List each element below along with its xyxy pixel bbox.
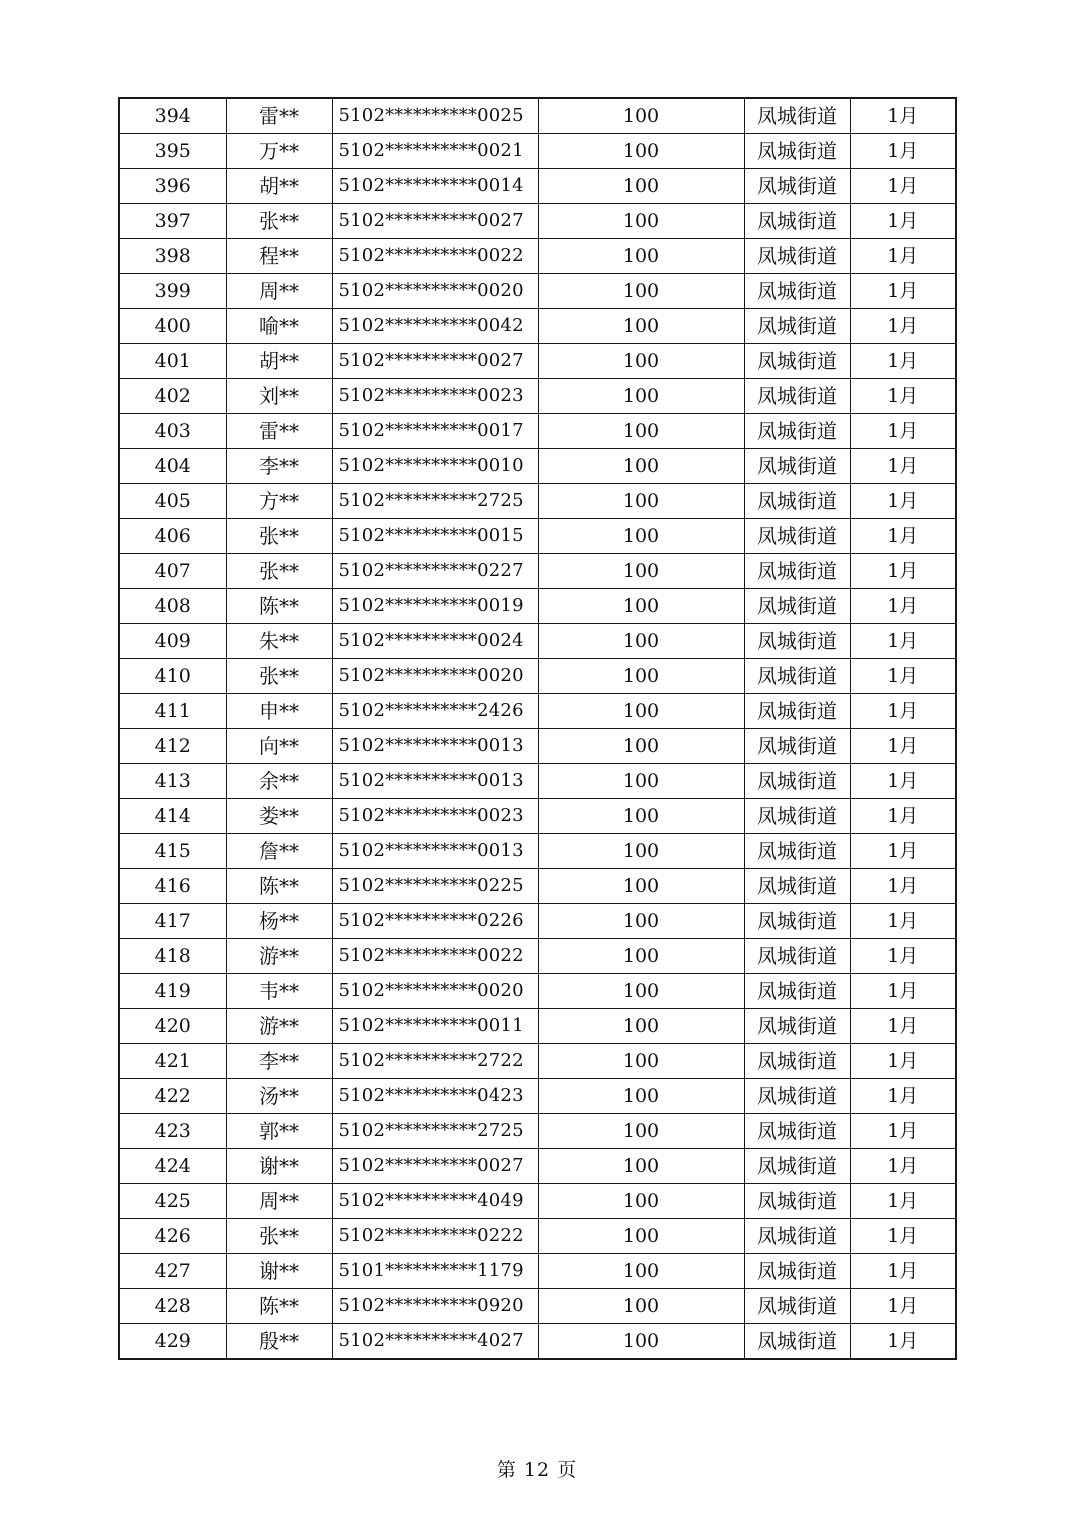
month-cell: 1月 (850, 1079, 956, 1114)
amount-cell: 100 (538, 1149, 744, 1184)
row-number-cell: 418 (119, 939, 226, 974)
street-cell: 凤城街道 (744, 204, 850, 239)
table-row (119, 1149, 956, 1184)
amount-cell: 100 (538, 519, 744, 554)
month-cell: 1月 (850, 98, 956, 134)
id-number-cell: 5102**********2722 (332, 1044, 538, 1079)
table-row (119, 694, 956, 729)
street-cell: 凤城街道 (744, 519, 850, 554)
id-number-cell: 5102**********4027 (332, 1324, 538, 1360)
street-cell: 凤城街道 (744, 799, 850, 834)
roster-table-body (119, 98, 956, 1359)
name-cell: 张** (226, 1219, 332, 1254)
month-cell: 1月 (850, 519, 956, 554)
amount-cell: 100 (538, 309, 744, 344)
name-cell: 张** (226, 554, 332, 589)
table-row (119, 904, 956, 939)
street-cell: 凤城街道 (744, 694, 850, 729)
street-cell: 凤城街道 (744, 344, 850, 379)
amount-cell: 100 (538, 274, 744, 309)
table-row (119, 344, 956, 379)
month-cell: 1月 (850, 729, 956, 764)
amount-cell: 100 (538, 869, 744, 904)
month-cell: 1月 (850, 799, 956, 834)
street-cell: 凤城街道 (744, 764, 850, 799)
amount-cell: 100 (538, 379, 744, 414)
table-row (119, 659, 956, 694)
table-row (119, 204, 956, 239)
street-cell: 凤城街道 (744, 379, 850, 414)
id-number-cell: 5102**********0020 (332, 274, 538, 309)
table-row (119, 1254, 956, 1289)
amount-cell: 100 (538, 1324, 744, 1360)
name-cell: 陈** (226, 589, 332, 624)
month-cell: 1月 (850, 939, 956, 974)
row-number-cell: 423 (119, 1114, 226, 1149)
amount-cell: 100 (538, 1219, 744, 1254)
table-row (119, 134, 956, 169)
id-number-cell: 5102**********0013 (332, 764, 538, 799)
id-number-cell: 5102**********0021 (332, 134, 538, 169)
table-row (119, 764, 956, 799)
row-number-cell: 420 (119, 1009, 226, 1044)
month-cell: 1月 (850, 834, 956, 869)
id-number-cell: 5102**********0013 (332, 834, 538, 869)
row-number-cell: 407 (119, 554, 226, 589)
name-cell: 胡** (226, 169, 332, 204)
amount-cell: 100 (538, 344, 744, 379)
row-number-cell: 404 (119, 449, 226, 484)
amount-cell: 100 (538, 1079, 744, 1114)
street-cell: 凤城街道 (744, 1289, 850, 1324)
month-cell: 1月 (850, 869, 956, 904)
id-number-cell: 5102**********2725 (332, 1114, 538, 1149)
month-cell: 1月 (850, 904, 956, 939)
id-number-cell: 5102**********0423 (332, 1079, 538, 1114)
name-cell: 陈** (226, 869, 332, 904)
name-cell: 周** (226, 274, 332, 309)
name-cell: 胡** (226, 344, 332, 379)
row-number-cell: 421 (119, 1044, 226, 1079)
name-cell: 李** (226, 449, 332, 484)
table-row (119, 1114, 956, 1149)
row-number-cell: 427 (119, 1254, 226, 1289)
name-cell: 向** (226, 729, 332, 764)
row-number-cell: 406 (119, 519, 226, 554)
month-cell: 1月 (850, 1289, 956, 1324)
name-cell: 韦** (226, 974, 332, 1009)
street-cell: 凤城街道 (744, 554, 850, 589)
amount-cell: 100 (538, 764, 744, 799)
row-number-cell: 429 (119, 1324, 226, 1360)
street-cell: 凤城街道 (744, 659, 850, 694)
month-cell: 1月 (850, 134, 956, 169)
table-row (119, 98, 956, 134)
amount-cell: 100 (538, 1114, 744, 1149)
table-row (119, 169, 956, 204)
month-cell: 1月 (850, 484, 956, 519)
table-row (119, 834, 956, 869)
table-row (119, 554, 956, 589)
table-row (119, 624, 956, 659)
street-cell: 凤城街道 (744, 309, 850, 344)
amount-cell: 100 (538, 134, 744, 169)
amount-cell: 100 (538, 729, 744, 764)
amount-cell: 100 (538, 659, 744, 694)
id-number-cell: 5102**********0022 (332, 239, 538, 274)
table-row (119, 1044, 956, 1079)
street-cell: 凤城街道 (744, 274, 850, 309)
month-cell: 1月 (850, 1114, 956, 1149)
id-number-cell: 5102**********0023 (332, 379, 538, 414)
month-cell: 1月 (850, 414, 956, 449)
name-cell: 郭** (226, 1114, 332, 1149)
name-cell: 娄** (226, 799, 332, 834)
street-cell: 凤城街道 (744, 239, 850, 274)
table-row (119, 1289, 956, 1324)
id-number-cell: 5102**********0020 (332, 659, 538, 694)
row-number-cell: 415 (119, 834, 226, 869)
street-cell: 凤城街道 (744, 484, 850, 519)
row-number-cell: 396 (119, 169, 226, 204)
amount-cell: 100 (538, 589, 744, 624)
month-cell: 1月 (850, 379, 956, 414)
id-number-cell: 5102**********0013 (332, 729, 538, 764)
name-cell: 谢** (226, 1149, 332, 1184)
id-number-cell: 5102**********0227 (332, 554, 538, 589)
street-cell: 凤城街道 (744, 449, 850, 484)
table-row (119, 239, 956, 274)
row-number-cell: 422 (119, 1079, 226, 1114)
month-cell: 1月 (850, 169, 956, 204)
id-number-cell: 5102**********0015 (332, 519, 538, 554)
amount-cell: 100 (538, 834, 744, 869)
table-row (119, 799, 956, 834)
month-cell: 1月 (850, 274, 956, 309)
street-cell: 凤城街道 (744, 834, 850, 869)
id-number-cell: 5102**********0019 (332, 589, 538, 624)
month-cell: 1月 (850, 974, 956, 1009)
street-cell: 凤城街道 (744, 939, 850, 974)
table-row (119, 274, 956, 309)
name-cell: 詹** (226, 834, 332, 869)
month-cell: 1月 (850, 204, 956, 239)
street-cell: 凤城街道 (744, 1114, 850, 1149)
street-cell: 凤城街道 (744, 1044, 850, 1079)
amount-cell: 100 (538, 449, 744, 484)
month-cell: 1月 (850, 1324, 956, 1360)
page-number: 第 12 页 (496, 1459, 578, 1481)
table-row (119, 484, 956, 519)
row-number-cell: 419 (119, 974, 226, 1009)
name-cell: 喻** (226, 309, 332, 344)
name-cell: 程** (226, 239, 332, 274)
name-cell: 谢** (226, 1254, 332, 1289)
row-number-cell: 412 (119, 729, 226, 764)
table-row (119, 449, 956, 484)
id-number-cell: 5102**********0027 (332, 344, 538, 379)
table-row (119, 1219, 956, 1254)
amount-cell: 100 (538, 169, 744, 204)
month-cell: 1月 (850, 1009, 956, 1044)
table-row (119, 414, 956, 449)
name-cell: 李** (226, 1044, 332, 1079)
month-cell: 1月 (850, 449, 956, 484)
id-number-cell: 5102**********2426 (332, 694, 538, 729)
id-number-cell: 5102**********0022 (332, 939, 538, 974)
row-number-cell: 402 (119, 379, 226, 414)
table-row (119, 869, 956, 904)
row-number-cell: 413 (119, 764, 226, 799)
street-cell: 凤城街道 (744, 974, 850, 1009)
row-number-cell: 411 (119, 694, 226, 729)
amount-cell: 100 (538, 414, 744, 449)
month-cell: 1月 (850, 624, 956, 659)
street-cell: 凤城街道 (744, 589, 850, 624)
row-number-cell: 394 (119, 98, 226, 134)
row-number-cell: 408 (119, 589, 226, 624)
table-row (119, 1184, 956, 1219)
month-cell: 1月 (850, 309, 956, 344)
row-number-cell: 395 (119, 134, 226, 169)
name-cell: 陈** (226, 1289, 332, 1324)
row-number-cell: 399 (119, 274, 226, 309)
row-number-cell: 400 (119, 309, 226, 344)
table-row (119, 589, 956, 624)
amount-cell: 100 (538, 204, 744, 239)
month-cell: 1月 (850, 1149, 956, 1184)
row-number-cell: 424 (119, 1149, 226, 1184)
id-number-cell: 5102**********4049 (332, 1184, 538, 1219)
amount-cell: 100 (538, 1184, 744, 1219)
name-cell: 张** (226, 659, 332, 694)
id-number-cell: 5102**********0027 (332, 1149, 538, 1184)
id-number-cell: 5102**********0025 (332, 98, 538, 134)
table-row (119, 309, 956, 344)
street-cell: 凤城街道 (744, 1254, 850, 1289)
street-cell: 凤城街道 (744, 729, 850, 764)
amount-cell: 100 (538, 554, 744, 589)
row-number-cell: 405 (119, 484, 226, 519)
month-cell: 1月 (850, 1044, 956, 1079)
name-cell: 方** (226, 484, 332, 519)
amount-cell: 100 (538, 1254, 744, 1289)
id-number-cell: 5102**********0011 (332, 1009, 538, 1044)
month-cell: 1月 (850, 764, 956, 799)
id-number-cell: 5101**********1179 (332, 1254, 538, 1289)
month-cell: 1月 (850, 554, 956, 589)
street-cell: 凤城街道 (744, 98, 850, 134)
id-number-cell: 5102**********0024 (332, 624, 538, 659)
month-cell: 1月 (850, 659, 956, 694)
table-row (119, 729, 956, 764)
name-cell: 张** (226, 204, 332, 239)
month-cell: 1月 (850, 239, 956, 274)
id-number-cell: 5102**********0017 (332, 414, 538, 449)
row-number-cell: 417 (119, 904, 226, 939)
row-number-cell: 410 (119, 659, 226, 694)
name-cell: 余** (226, 764, 332, 799)
amount-cell: 100 (538, 939, 744, 974)
name-cell: 张** (226, 519, 332, 554)
row-number-cell: 426 (119, 1219, 226, 1254)
id-number-cell: 5102**********0023 (332, 799, 538, 834)
amount-cell: 100 (538, 1044, 744, 1079)
name-cell: 殷** (226, 1324, 332, 1360)
row-number-cell: 414 (119, 799, 226, 834)
month-cell: 1月 (850, 1254, 956, 1289)
name-cell: 刘** (226, 379, 332, 414)
id-number-cell: 5102**********0920 (332, 1289, 538, 1324)
id-number-cell: 5102**********0014 (332, 169, 538, 204)
row-number-cell: 403 (119, 414, 226, 449)
name-cell: 杨** (226, 904, 332, 939)
amount-cell: 100 (538, 239, 744, 274)
month-cell: 1月 (850, 589, 956, 624)
id-number-cell: 5102**********0010 (332, 449, 538, 484)
street-cell: 凤城街道 (744, 169, 850, 204)
month-cell: 1月 (850, 694, 956, 729)
street-cell: 凤城街道 (744, 904, 850, 939)
table-row (119, 1009, 956, 1044)
table-row (119, 1324, 956, 1360)
amount-cell: 100 (538, 799, 744, 834)
name-cell: 万** (226, 134, 332, 169)
name-cell: 申** (226, 694, 332, 729)
amount-cell: 100 (538, 974, 744, 1009)
amount-cell: 100 (538, 1289, 744, 1324)
row-number-cell: 397 (119, 204, 226, 239)
month-cell: 1月 (850, 1219, 956, 1254)
name-cell: 雷** (226, 414, 332, 449)
amount-cell: 100 (538, 1009, 744, 1044)
name-cell: 游** (226, 939, 332, 974)
name-cell: 游** (226, 1009, 332, 1044)
amount-cell: 100 (538, 484, 744, 519)
street-cell: 凤城街道 (744, 134, 850, 169)
street-cell: 凤城街道 (744, 1149, 850, 1184)
row-number-cell: 425 (119, 1184, 226, 1219)
street-cell: 凤城街道 (744, 1009, 850, 1044)
table-row (119, 939, 956, 974)
name-cell: 朱** (226, 624, 332, 659)
table-row (119, 974, 956, 1009)
street-cell: 凤城街道 (744, 1219, 850, 1254)
roster-table (118, 97, 957, 1360)
amount-cell: 100 (538, 694, 744, 729)
table-row (119, 519, 956, 554)
month-cell: 1月 (850, 1184, 956, 1219)
id-number-cell: 5102**********0027 (332, 204, 538, 239)
row-number-cell: 416 (119, 869, 226, 904)
table-row (119, 379, 956, 414)
id-number-cell: 5102**********0222 (332, 1219, 538, 1254)
name-cell: 周** (226, 1184, 332, 1219)
row-number-cell: 398 (119, 239, 226, 274)
amount-cell: 100 (538, 624, 744, 659)
amount-cell: 100 (538, 98, 744, 134)
amount-cell: 100 (538, 904, 744, 939)
month-cell: 1月 (850, 344, 956, 379)
street-cell: 凤城街道 (744, 1184, 850, 1219)
id-number-cell: 5102**********0225 (332, 869, 538, 904)
id-number-cell: 5102**********2725 (332, 484, 538, 519)
id-number-cell: 5102**********0226 (332, 904, 538, 939)
street-cell: 凤城街道 (744, 414, 850, 449)
id-number-cell: 5102**********0020 (332, 974, 538, 1009)
id-number-cell: 5102**********0042 (332, 309, 538, 344)
street-cell: 凤城街道 (744, 624, 850, 659)
street-cell: 凤城街道 (744, 1324, 850, 1360)
row-number-cell: 409 (119, 624, 226, 659)
table-row (119, 1079, 956, 1114)
row-number-cell: 428 (119, 1289, 226, 1324)
street-cell: 凤城街道 (744, 869, 850, 904)
name-cell: 雷** (226, 98, 332, 134)
street-cell: 凤城街道 (744, 1079, 850, 1114)
row-number-cell: 401 (119, 344, 226, 379)
name-cell: 汤** (226, 1079, 332, 1114)
